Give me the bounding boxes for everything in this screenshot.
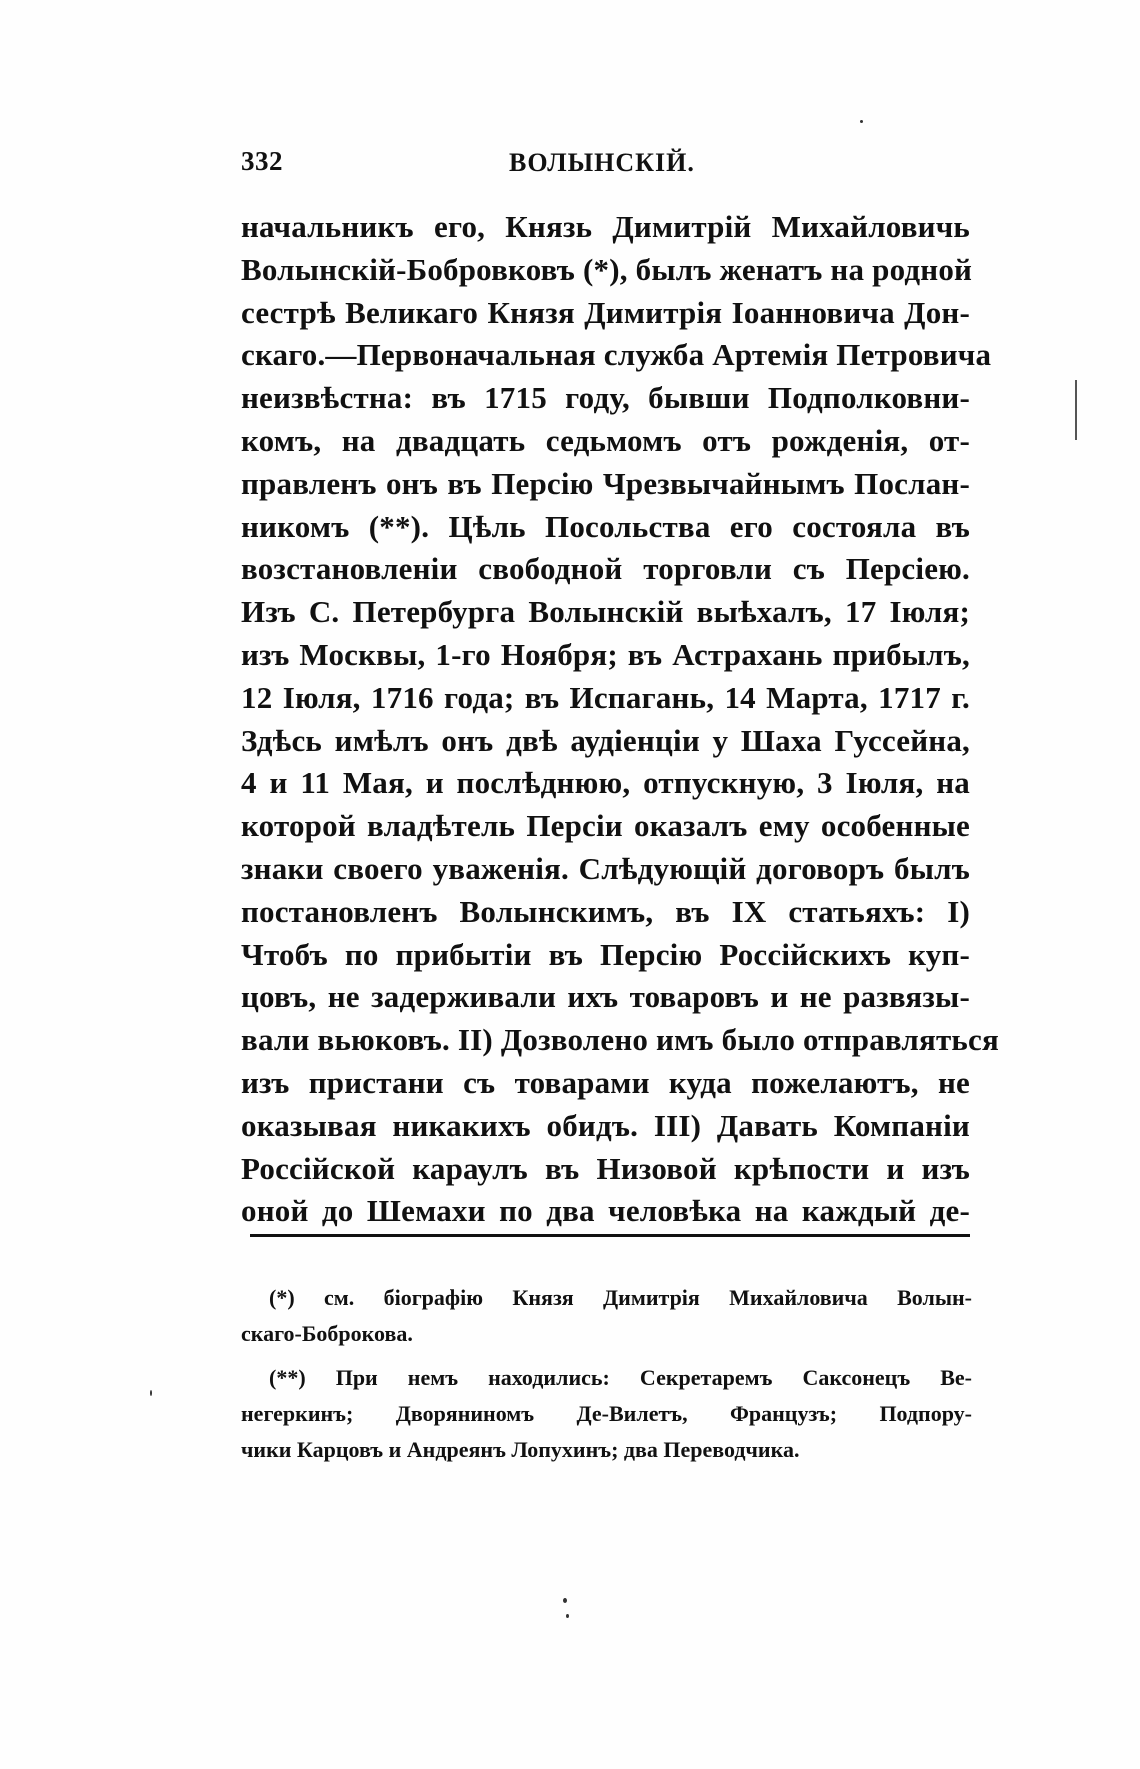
text-line: 4 и 11 Мая, и послѣднюю, отпускную, 3 Іюля, на xyxy=(241,765,970,801)
text-line: сестрѣ Великаго Князя Димитрія Іоанновича Дон- xyxy=(241,294,970,330)
text-line: возстановленіи свободной торговли съ Персіею. xyxy=(241,551,970,587)
running-head xyxy=(241,146,971,190)
text-line: оказывая никакихъ обидъ. III) Давать Компаніи xyxy=(241,1107,970,1143)
text-line: изъ Москвы, 1-го Ноября; въ Астрахань прибылъ, xyxy=(241,636,970,672)
text-line: неизвѣстна: въ 1715 году, бывши Подполковни- xyxy=(241,380,970,416)
scan-speck xyxy=(566,1614,569,1618)
text-line: правленъ онъ въ Персію Чрезвычайнымъ Послан- xyxy=(241,465,970,501)
page-number: 332 xyxy=(241,146,283,176)
scan-speck xyxy=(150,1390,152,1396)
text-line: начальникъ его, Князь Димитрій Михайловичь xyxy=(241,209,970,244)
running-title: ВОЛЫНСКІЙ. xyxy=(509,148,695,177)
footnote-line: (**) При немъ находились: Секретаремъ Саксонецъ Ве- xyxy=(269,1365,972,1390)
text-line: которой владѣтель Персіи оказалъ ему особенные xyxy=(241,808,970,844)
text-line: цовъ, не задерживали ихъ товаровъ и не развязы- xyxy=(241,979,970,1015)
text-line: никомъ (**). Цѣль Посольства его состояла въ xyxy=(241,508,970,544)
text-line: Волынскій-Бобровковъ (*), былъ женатъ на родной xyxy=(241,251,973,287)
text-line: оной до Шемахи по два человѣка на каждый де- xyxy=(241,1193,970,1229)
text-line: Чтобъ по прибытіи въ Персію Россійскихъ куп- xyxy=(241,936,970,972)
footnote-separator-rule xyxy=(250,1234,970,1237)
footnote-line: негеркинъ; Дворяниномъ Де-Вилетъ, Французъ; Подпору- xyxy=(241,1401,972,1426)
main-text xyxy=(241,206,999,1233)
text-line: изъ пристани съ товарами куда пожелаютъ, не xyxy=(241,1064,970,1100)
footnote-line: чики Карцовъ и Андреянъ Лопухинъ; два Переводчика. xyxy=(241,1437,800,1462)
text-line: Здѣсь имѣлъ онъ двѣ аудіенціи у Шаха Гуссейна, xyxy=(241,722,970,758)
scan-speck xyxy=(1075,380,1077,440)
scan-speck xyxy=(563,1598,567,1603)
text-line: постановленъ Волынскимъ, въ IX статьяхъ: I) xyxy=(241,893,970,929)
text-line: Изъ С. Петербурга Волынскій выѣхалъ, 17 Іюля; xyxy=(241,594,970,630)
footnote-line: (*) см. біографію Князя Димитрія Михайловича Волын- xyxy=(269,1285,972,1310)
text-line: комъ, на двадцать седьмомъ отъ рожденія, от- xyxy=(241,422,970,458)
text-line: вали вьюковъ. II) Дозволено имъ было отправляться xyxy=(241,1022,999,1058)
footnote-2 xyxy=(241,1360,972,1468)
text-line: Россійской караулъ въ Низовой крѣпости и изъ xyxy=(241,1150,970,1186)
text-line: знаки своего уваженія. Слѣдующій договоръ былъ xyxy=(241,850,970,886)
text-line: скаго.—Первоначальная служба Артемія Петровича xyxy=(241,337,992,373)
footnote-1 xyxy=(241,1280,972,1352)
footnotes xyxy=(241,1280,972,1476)
scan-speck xyxy=(860,120,863,123)
text-line: 12 Іюля, 1716 года; въ Испагань, 14 Марта, 1717 г. xyxy=(241,679,970,715)
footnote-line: скаго-Боброкова. xyxy=(241,1321,413,1346)
